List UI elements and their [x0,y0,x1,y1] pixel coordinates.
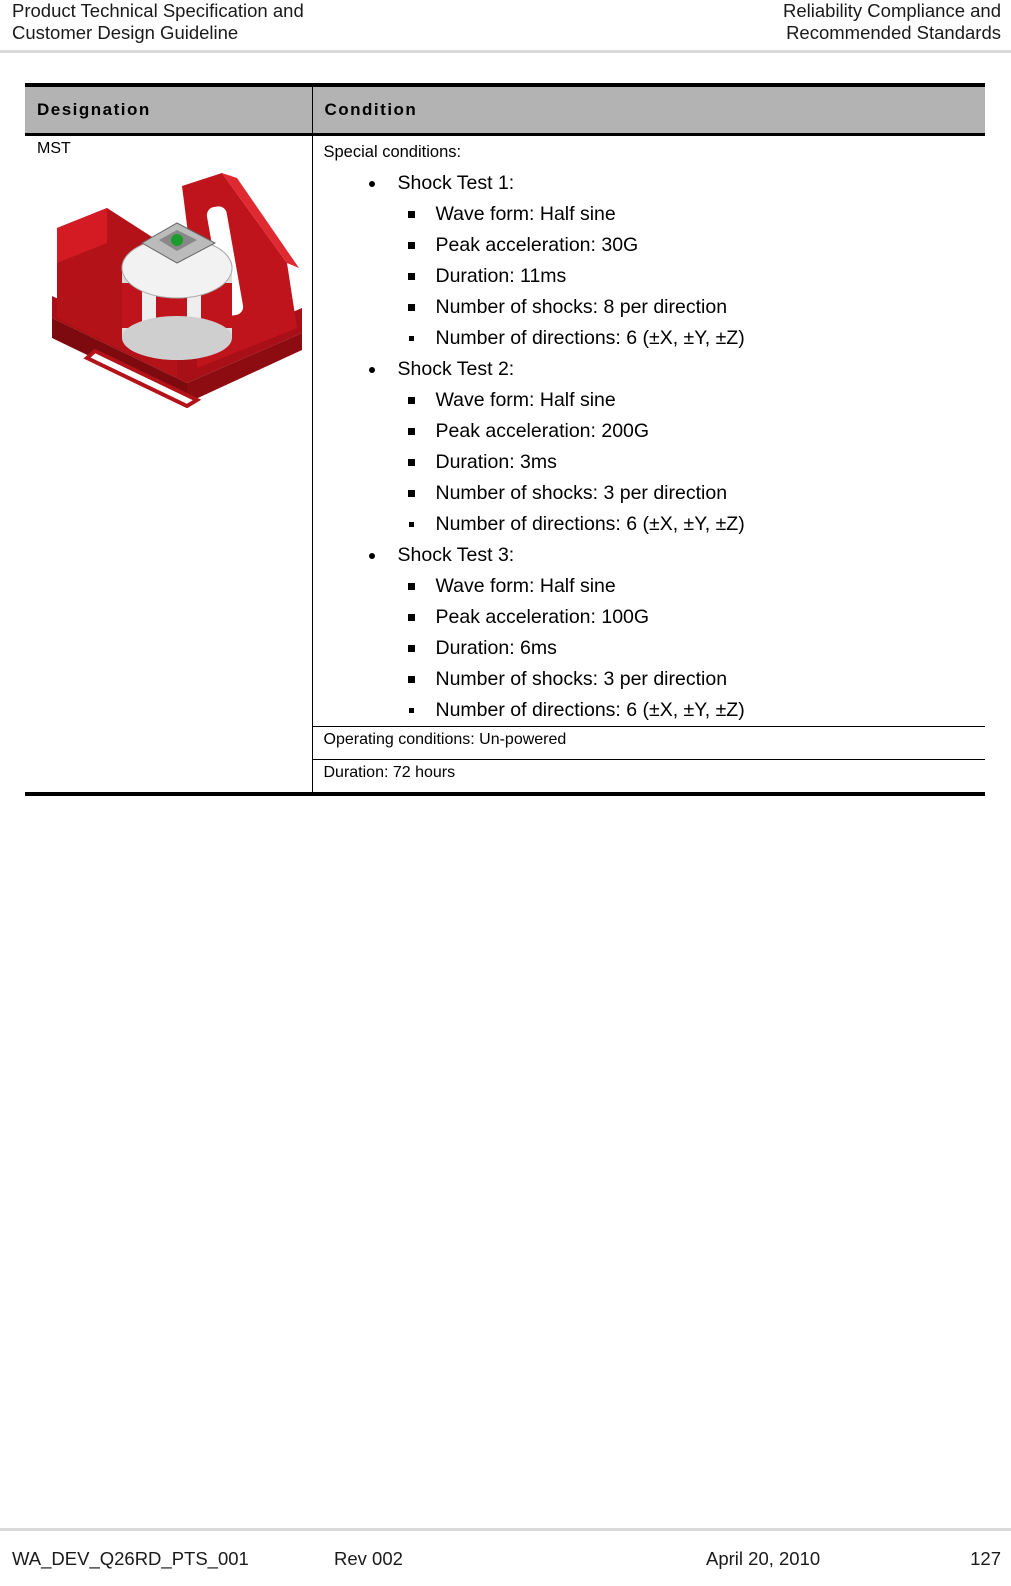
square-bullet-icon [408,211,415,218]
footer-date: April 20, 2010 [706,1548,821,1569]
list-item-text: Number of shocks: 8 per direction [435,296,728,318]
table-row [25,135,985,727]
list-item [324,602,986,633]
header-left-line2: Customer Design Guideline [12,22,239,43]
list-item [324,199,986,230]
list-item-text: Peak acceleration: 100G [435,606,650,628]
designation-cell [25,135,312,795]
shock-test-title [324,168,986,199]
list-item-text: Duration: 6ms [435,637,557,659]
footer-doc-id: WA_DEV_Q26RD_PTS_001 [12,1548,249,1569]
header-right-line1: Reliability Compliance and [783,0,1001,21]
square-bullet-icon [408,676,415,683]
list-item [324,478,986,509]
header-left [12,0,304,44]
condition-cell [312,135,985,727]
list-item [324,695,986,726]
square-bullet-icon [408,459,415,466]
list-item [324,571,986,602]
list-item-text: Number of directions: 6 (±X, ±Y, ±Z) [435,513,745,535]
list-item [324,261,986,292]
list-item [324,385,986,416]
square-bullet-icon [408,428,415,435]
square-bullet-icon [409,336,414,341]
designation-header: Designation [25,85,312,135]
list-item [324,664,986,695]
bullet-icon [369,367,375,373]
list-item-text: Number of shocks: 3 per direction [435,668,728,690]
bullet-icon [369,553,375,559]
list-item [324,292,986,323]
list-item-text: Peak acceleration: 30G [435,234,639,256]
list-item-text: Wave form: Half sine [435,389,616,411]
shock-test-fixture-image [47,168,302,408]
square-bullet-icon [408,645,415,652]
page-header [0,0,1011,53]
header-right [783,0,1001,44]
square-bullet-icon [408,397,415,404]
list-item [324,230,986,261]
shock-test-title-text: Shock Test 3: [397,544,515,566]
square-bullet-icon [409,708,414,713]
footer-revision: Rev 002 [334,1548,403,1569]
header-left-line1: Product Technical Specification and [12,0,304,21]
list-item [324,447,986,478]
shock-test-title [324,540,986,571]
square-bullet-icon [408,304,415,311]
list-item-text: Wave form: Half sine [435,203,616,225]
list-item-text: Number of shocks: 3 per direction [435,482,728,504]
square-bullet-icon [408,273,415,280]
spec-table [25,83,985,796]
square-bullet-icon [409,522,414,527]
page-footer [0,1528,1011,1586]
list-item-text: Duration: 3ms [435,451,557,473]
square-bullet-icon [408,490,415,497]
duration-conditions: Duration: 72 hours [312,760,985,795]
list-item [324,323,986,354]
list-item [324,509,986,540]
condition-header: Condition [312,85,985,135]
shock-test-title [324,354,986,385]
shock-test-title-text: Shock Test 1: [397,172,515,194]
square-bullet-icon [408,242,415,249]
list-item-text: Duration: 11ms [435,265,567,287]
list-item-text: Number of directions: 6 (±X, ±Y, ±Z) [435,699,745,721]
list-item-text: Number of directions: 6 (±X, ±Y, ±Z) [435,327,745,349]
designation-label: MST [37,140,71,157]
operating-conditions: Operating conditions: Un-powered [312,727,985,760]
table-header-row [25,85,985,135]
shock-test-list [324,168,986,726]
bullet-icon [369,181,375,187]
shock-test-title-text: Shock Test 2: [397,358,515,380]
header-right-line2: Recommended Standards [786,22,1001,43]
square-bullet-icon [408,614,415,621]
list-item [324,633,986,664]
square-bullet-icon [408,583,415,590]
footer-page-number: 127 [970,1548,1001,1569]
list-item [324,416,986,447]
list-item-text: Peak acceleration: 200G [435,420,650,442]
special-conditions-label: Special conditions: [323,143,462,161]
list-item-text: Wave form: Half sine [435,575,616,597]
